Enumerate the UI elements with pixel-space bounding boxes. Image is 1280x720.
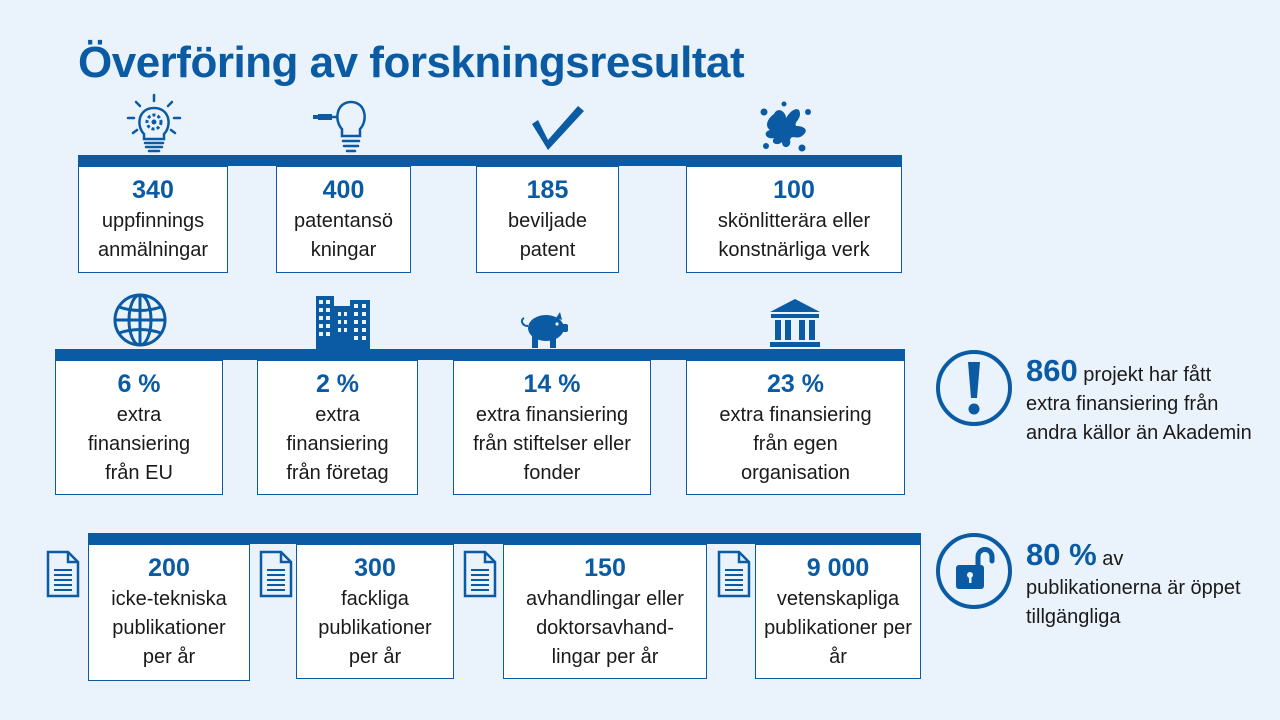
card-company-funding (257, 360, 418, 495)
piggy-bank-icon (516, 310, 572, 350)
card-number: 400 (322, 176, 365, 204)
side-note-number: 860 (1026, 353, 1078, 388)
side-note-text: extra finansiering från andra källor än Akademin (1026, 393, 1252, 444)
card-number: 300 (354, 554, 396, 582)
card-number: 14 % (523, 370, 581, 398)
card-number: 200 (148, 554, 190, 582)
lightbulb-plug-icon (312, 96, 378, 154)
card-number: 340 (132, 176, 174, 204)
document-icon (463, 550, 497, 598)
side-note-open-access (1026, 537, 1266, 632)
lightbulb-gear-icon (124, 92, 184, 154)
card-number: 150 (584, 554, 626, 582)
card-non-technical-publications (88, 544, 250, 681)
document-icon (46, 550, 80, 598)
card-scientific-publications (755, 544, 921, 679)
card-text: vetenskapliga publikationer per år (764, 588, 912, 668)
institution-icon (768, 298, 822, 348)
card-professional-publications (296, 544, 454, 679)
card-number: 6 % (117, 370, 161, 398)
side-note-inline-text: av (1102, 548, 1124, 570)
card-number: 100 (773, 176, 815, 204)
card-number: 23 % (767, 370, 824, 398)
card-foundation-funding (453, 360, 651, 495)
card-text: avhandlingar eller doktorsavhand-lingar per år (526, 588, 684, 668)
side-note-inline-text: projekt har fått (1083, 364, 1212, 386)
card-dissertations (503, 544, 707, 679)
card-text: extra finansiering från stiftelser eller fonder (473, 404, 631, 484)
card-granted-patents (476, 166, 619, 273)
card-text: extra finansiering från företag (286, 404, 389, 484)
card-patent-applications (276, 166, 411, 273)
buildings-icon (314, 294, 372, 350)
paint-splash-icon (756, 100, 816, 156)
card-number: 185 (526, 176, 569, 204)
card-text: extra finansiering från egen organisation (719, 404, 872, 484)
card-literary-works (686, 166, 902, 273)
side-note-number: 80 % (1026, 537, 1097, 572)
card-text: uppfinnings anmälningar (97, 210, 209, 261)
row2-bar (55, 349, 905, 360)
exclamation-circle-icon (934, 348, 1014, 428)
document-icon (259, 550, 293, 598)
card-text: skönlitterära eller konstnärliga verk (717, 210, 871, 261)
card-text: fackliga publikationer per år (318, 588, 432, 668)
document-icon (717, 550, 751, 598)
card-invention-disclosures (78, 166, 228, 273)
card-own-organisation-funding (686, 360, 905, 495)
side-note-projects (1026, 353, 1266, 448)
card-number: 9 000 (806, 554, 870, 582)
card-text: extra finansiering från EU (87, 404, 191, 484)
card-text: icke-tekniska publikationer per år (111, 588, 227, 668)
card-text: beviljade patent (508, 210, 587, 261)
checkmark-icon (530, 102, 586, 152)
globe-icon (112, 292, 168, 348)
card-eu-funding (55, 360, 223, 495)
page-title: Överföring av forskningsresultat (78, 38, 745, 87)
row1-bar (78, 155, 902, 166)
row3-bar (88, 533, 921, 544)
card-number: 2 % (315, 370, 360, 398)
card-text: patentansö kningar (294, 210, 393, 261)
open-padlock-icon (934, 531, 1014, 611)
side-note-text: publikationerna är öppet tillgängliga (1026, 577, 1241, 628)
